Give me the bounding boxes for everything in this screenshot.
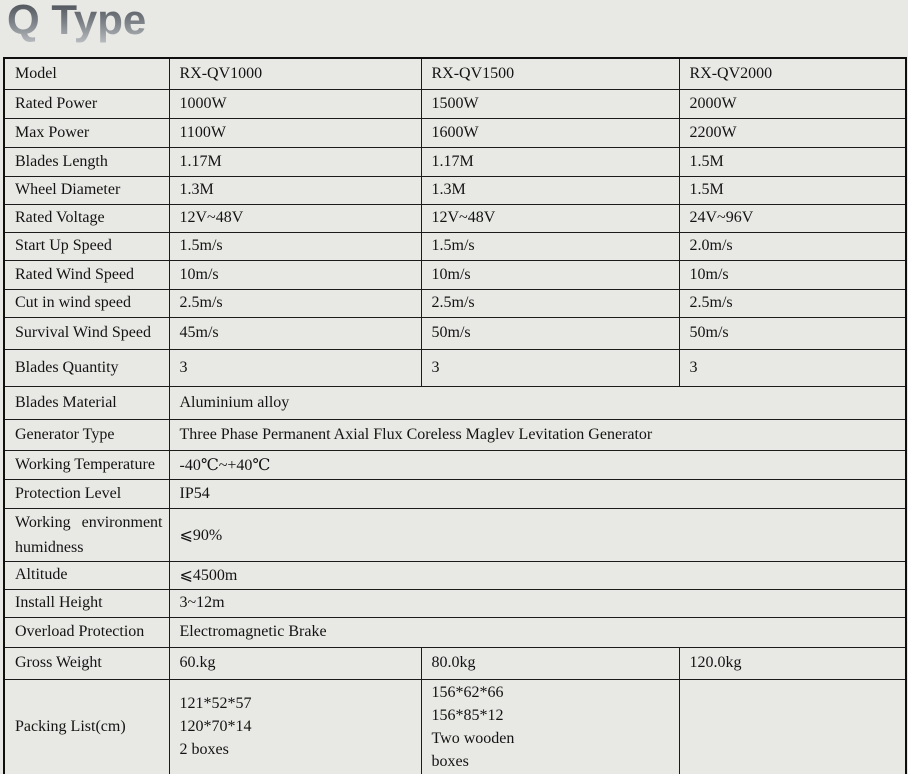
value-cell: 3	[169, 349, 421, 386]
value-cell: 2.5m/s	[169, 289, 421, 317]
value-cell: 2.5m/s	[679, 289, 906, 317]
value-cell: 80.0kg	[421, 647, 679, 679]
value-cell: 1.5M	[679, 176, 906, 204]
value-cell: 2.5m/s	[421, 289, 679, 317]
row-label: Survival Wind Speed	[4, 317, 169, 349]
row-label: Generator Type	[4, 419, 169, 450]
value-cell: 50m/s	[679, 317, 906, 349]
row-blades-length	[4, 147, 906, 176]
value-cell: 45m/s	[169, 317, 421, 349]
value-cell: RX-QV1000	[169, 58, 421, 89]
value-cell-merged: 3~12m	[169, 589, 906, 617]
value-cell-merged: -40℃~+40℃	[169, 450, 906, 479]
value-cell: 60.kg	[169, 647, 421, 679]
row-packing-list	[4, 679, 906, 774]
value-cell: 1600W	[421, 118, 679, 147]
value-cell: 2.0m/s	[679, 232, 906, 260]
value-cell: 1.17M	[169, 147, 421, 176]
value-cell: 1.5M	[679, 147, 906, 176]
packing-line: 121*52*57	[179, 695, 252, 712]
row-survival-wind-speed	[4, 317, 906, 349]
row-label: Working Temperature	[4, 450, 169, 479]
row-blades-material	[4, 386, 906, 419]
row-label: Working environment humidness	[4, 508, 169, 561]
packing-line: 156*85*12	[431, 706, 504, 724]
row-label: Blades Length	[4, 147, 169, 176]
value-cell: 120.0kg	[679, 647, 906, 679]
packing-line: 120*70*14	[179, 718, 252, 735]
value-cell: 1.5m/s	[169, 232, 421, 260]
value-cell: 1500W	[421, 89, 679, 118]
row-working-environment-humidness	[4, 508, 906, 561]
row-label: Altitude	[4, 561, 169, 589]
packing-cell-qv2000-empty	[679, 679, 906, 774]
row-label: Protection Level	[4, 479, 169, 508]
row-label: Packing List(cm)	[4, 679, 169, 774]
value-cell: 10m/s	[421, 260, 679, 289]
value-cell: 24V~96V	[679, 204, 906, 232]
row-label: Blades Material	[4, 386, 169, 419]
value-cell: 1.5m/s	[421, 232, 679, 260]
row-install-height	[4, 589, 906, 617]
value-cell: 1.3M	[169, 176, 421, 204]
value-cell: 10m/s	[679, 260, 906, 289]
row-rated-power	[4, 89, 906, 118]
packing-cell-qv1500	[421, 679, 679, 774]
row-label: Overload Protection	[4, 617, 169, 647]
row-label: Rated Voltage	[4, 204, 169, 232]
row-altitude	[4, 561, 906, 589]
page-title: Q Type	[7, 0, 146, 44]
value-cell: 12V~48V	[169, 204, 421, 232]
packing-line: Two wooden	[431, 729, 515, 747]
row-label: Rated Power	[4, 89, 169, 118]
row-label: Wheel Diameter	[4, 176, 169, 204]
packing-line: 2 boxes	[179, 741, 229, 758]
row-label: Blades Quantity	[4, 349, 169, 386]
value-cell-merged: ⩽90%	[169, 508, 906, 561]
packing-line: 156*62*66	[431, 683, 504, 701]
row-rated-voltage	[4, 204, 906, 232]
row-wheel-diameter	[4, 176, 906, 204]
value-cell: 2200W	[679, 118, 906, 147]
row-start-up-speed	[4, 232, 906, 260]
row-label: Model	[4, 58, 169, 89]
value-cell-merged: ⩽4500m	[169, 561, 906, 589]
row-label: Start Up Speed	[4, 232, 169, 260]
value-cell: 1.3M	[421, 176, 679, 204]
row-gross-weight	[4, 647, 906, 679]
value-cell: 1100W	[169, 118, 421, 147]
row-label: Install Height	[4, 589, 169, 617]
row-working-temperature	[4, 450, 906, 479]
value-cell: RX-QV2000	[679, 58, 906, 89]
value-cell: 10m/s	[169, 260, 421, 289]
packing-line: boxes	[431, 752, 469, 770]
value-cell: RX-QV1500	[421, 58, 679, 89]
value-cell-merged: Three Phase Permanent Axial Flux Coreless Maglev Levitation Generator	[169, 419, 906, 450]
value-cell-merged: Aluminium alloy	[169, 386, 906, 419]
value-cell: 3	[421, 349, 679, 386]
value-cell: 12V~48V	[421, 204, 679, 232]
packing-cell-qv1000	[169, 679, 421, 774]
value-cell: 1000W	[169, 89, 421, 118]
spec-table	[3, 57, 907, 774]
row-model	[4, 58, 906, 89]
value-cell: 50m/s	[421, 317, 679, 349]
row-label: Max Power	[4, 118, 169, 147]
row-blades-quantity	[4, 349, 906, 386]
row-protection-level	[4, 479, 906, 508]
value-cell: 1.17M	[421, 147, 679, 176]
value-cell: 2000W	[679, 89, 906, 118]
row-cut-in-wind-speed	[4, 289, 906, 317]
row-generator-type	[4, 419, 906, 450]
row-label: Rated Wind Speed	[4, 260, 169, 289]
row-label: Gross Weight	[4, 647, 169, 679]
value-cell-merged: IP54	[169, 479, 906, 508]
row-label: Cut in wind speed	[4, 289, 169, 317]
row-rated-wind-speed	[4, 260, 906, 289]
value-cell: 3	[679, 349, 906, 386]
value-cell-merged: Electromagnetic Brake	[169, 617, 906, 647]
row-overload-protection	[4, 617, 906, 647]
row-max-power	[4, 118, 906, 147]
